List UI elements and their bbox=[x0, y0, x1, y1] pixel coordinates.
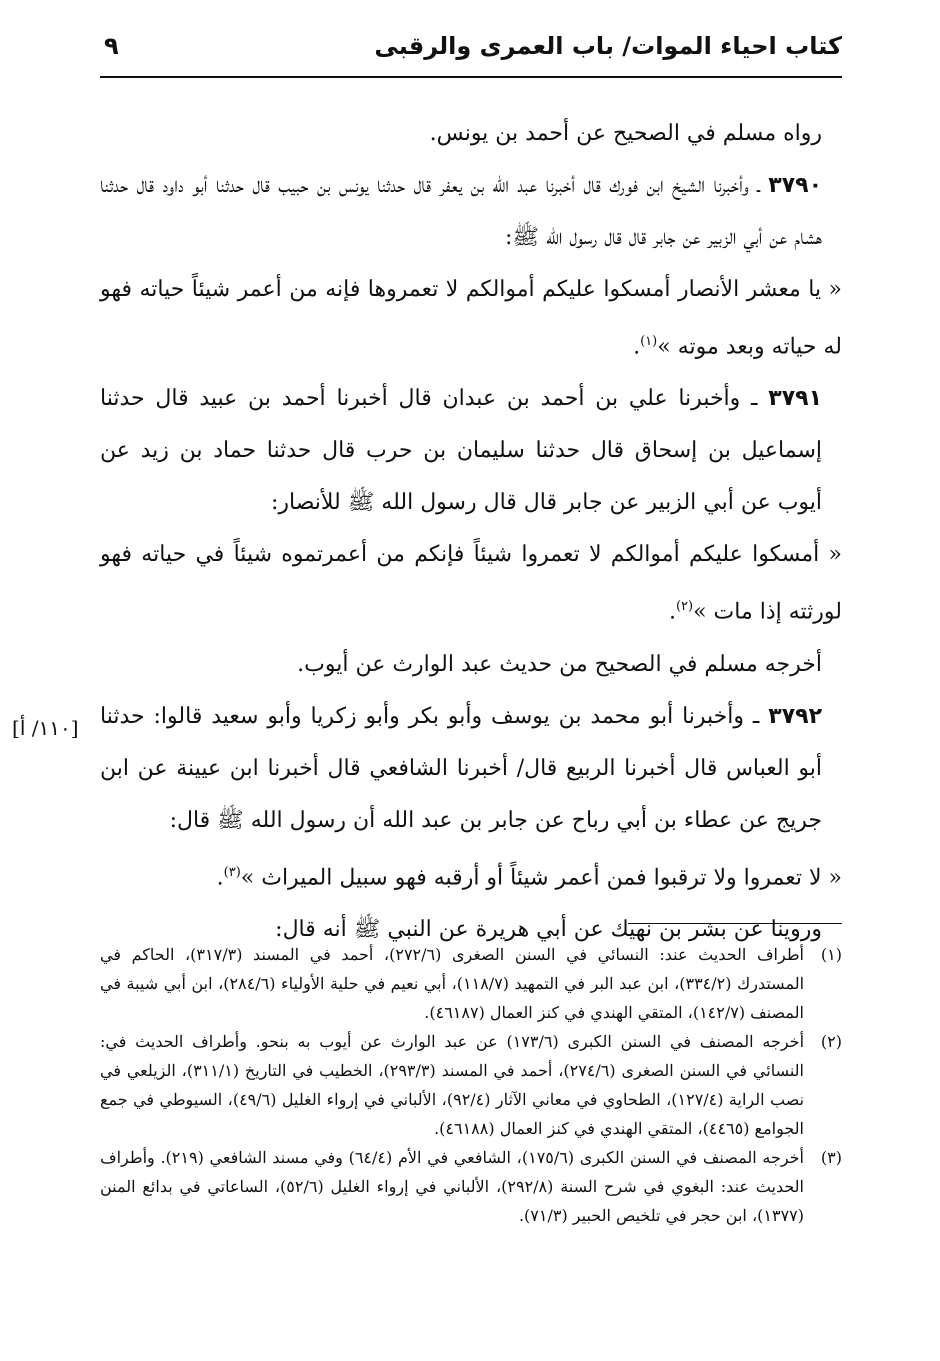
footnotes bbox=[100, 940, 842, 1230]
narration-text: وروينا عن بشر بن نهيك عن أبي هريرة عن النبي ﷺ أنه قال: bbox=[275, 916, 822, 942]
hadith-matn: « يا معشر الأنصار أمسكوا عليكم أموالكم لا تعمروها فإنه من أعمر شيئاً حياته فهو له حياته وبعد موته » bbox=[100, 277, 842, 360]
hadith-3792 bbox=[100, 691, 842, 847]
running-header-title: كتاب احياء الموات/ باب العمرى والرقبى bbox=[374, 32, 842, 60]
footnote bbox=[100, 1143, 842, 1230]
footnote-number: (١) bbox=[820, 945, 842, 964]
header-rule bbox=[100, 76, 842, 78]
footnote-text: أخرجه المصنف في السنن الكبرى (١٧٣/٦) عن عبد الوارث عن أيوب به بنحو. وأطراف الحديث في: النسائي في السنن الصغرى (٢٧٤/٦)، أحمد في المسند (٢٩٣/٣)، الخطيب في التاريخ (٣١١/١)، الزيلعي في نصب الراية (١٢٧/٤)، الطحاوي في معاني الآثار (٩٢/٤)، الألباني في إرواء الغليل (٤٩/٦)، السيوطي في جمع الجوامع (٤٤٦٥)، المتقي الهندي في كنز العمال (٤٦١٨٨). bbox=[100, 1032, 805, 1138]
narration-paragraph bbox=[100, 108, 842, 160]
footnote bbox=[100, 1027, 842, 1143]
page-number: ٩ bbox=[104, 32, 119, 60]
running-header bbox=[100, 28, 842, 72]
source-paragraph bbox=[100, 639, 842, 691]
hadith-3790 bbox=[100, 160, 842, 264]
hadith-number: ٣٧٩٠ bbox=[768, 173, 822, 198]
main-text bbox=[100, 108, 842, 956]
hadith-3791-quote: « أمسكوا عليكم أموالكم لا تعمروا شيئاً فإنكم من أعمرتموه شيئاً في حياته فهو لورثته إذا مات »$^{(٢)}$. bbox=[100, 542, 842, 625]
hadith-3792-quote: « لا تعمروا ولا ترقبوا فمن أعمر شيئاً أو أرقبه فهو سبيل الميراث »$^{(٣)}$. bbox=[216, 864, 842, 890]
footnote-ref: (٣) bbox=[223, 864, 241, 880]
footnote-ref: (١) bbox=[640, 334, 658, 349]
narration-text: رواه مسلم في الصحيح عن أحمد بن يونس. bbox=[429, 121, 822, 146]
hadith-number: ٣٧٩٢ bbox=[768, 703, 822, 729]
hadith-chain: ـ وأخبرنا الشيخ ابن فورك قال أخبرنا عبد الله بن يعفر قال حدثنا يونس بن حبيب قال حدثنا أبو داود قال حدثنا هشام عن أبي الزبير عن جابر قال قال رسول الله ﷺ: bbox=[100, 173, 822, 250]
manuscript-folio-ref: [١١٠/ أ] bbox=[12, 716, 79, 740]
hadith-chain: ـ وأخبرنا علي بن أحمد بن عبدان قال أخبرنا أحمد بن عبيد قال حدثنا إسماعيل بن إسحاق قال حدثنا سليمان بن حرب قال حدثنا حماد بن زيد عن أيوب عن أبي الزبير عن جابر قال قال رسول الله ﷺ للأنصار: bbox=[100, 386, 822, 516]
footnote-number: (٢) bbox=[820, 1032, 842, 1051]
hadith-3790-quote: « يا معشر الأنصار أمسكوا عليكم أموالكم لا تعمروها فإنه من أعمر شيئاً حياته فهو له حياته وبعد موته »$^{(١)}$. bbox=[100, 277, 842, 360]
hadith-3791 bbox=[100, 373, 842, 529]
footnote-separator bbox=[628, 923, 842, 924]
hadith-matn: « أمسكوا عليكم أموالكم لا تعمروا شيئاً فإنكم من أعمرتموه شيئاً في حياته فهو لورثته إذا مات » bbox=[100, 542, 842, 625]
footnote-text: أخرجه المصنف في السنن الكبرى (١٧٥/٦)، الشافعي في الأم (٦٤/٤) وفي مسند الشافعي (٢١٩). وأطراف الحديث عند: البغوي في شرح السنة (٢٩٢/٨)، الألباني في إرواء الغليل (٥٢/٦)، الساعاتي في بدائع المنن (١٣٧٧)، ابن حجر في تلخيص الحبير (٧١/٣). bbox=[100, 1148, 805, 1225]
source-text: أخرجه مسلم في الصحيح من حديث عبد الوارث عن أيوب. bbox=[297, 651, 822, 677]
hadith-chain: ـ وأخبرنا أبو محمد بن يوسف وأبو بكر وأبو زكريا وأبو سعيد قالوا: حدثنا أبو العباس قال أخبرنا الربيع قال/ أخبرنا الشافعي قال أخبرنا ابن عيينة عن ابن جريج عن عطاء بن أبي رباح عن جابر بن عبد الله أن رسول الله ﷺ قال: bbox=[100, 703, 822, 833]
footnote-ref: (٢) bbox=[675, 599, 694, 615]
footnote-text: أطراف الحديث عند: النسائي في السنن الصغرى (٢٧٢/٦)، أحمد في المسند (٣١٧/٣)، الحاكم في المستدرك (٣٣٤/٢)، ابن عبد البر في التمهيد (١١٨/٧)، أبي نعيم في حلية الأولياء (٢٨٤/٦)، ابن أبي شيبة في المصنف (١٤٢/٧)، المتقي الهندي في كنز العمال (٤٦١٨٧). bbox=[100, 945, 805, 1022]
hadith-matn: « لا تعمروا ولا ترقبوا فمن أعمر شيئاً أو أرقبه فهو سبيل الميراث » bbox=[240, 864, 842, 890]
footnote-number: (٣) bbox=[820, 1148, 842, 1167]
hadith-number: ٣٧٩١ bbox=[768, 386, 822, 412]
footnote bbox=[100, 940, 842, 1027]
